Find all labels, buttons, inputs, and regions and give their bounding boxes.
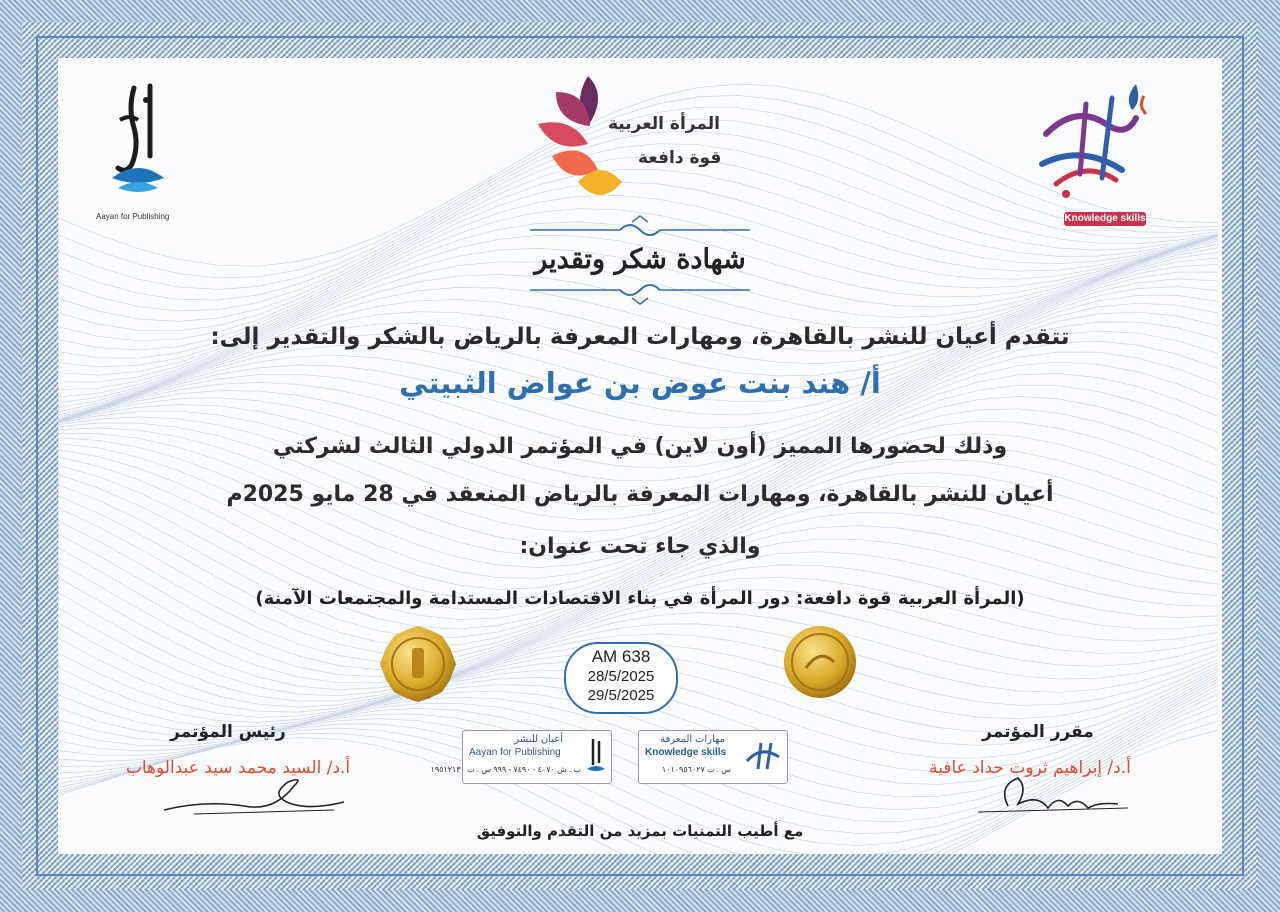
knowledge-skills-stamp-english: Knowledge skills [645,747,727,758]
aayan-stamp-arabic: أعيان للنشر [514,734,563,745]
knowledge-skills-calligraphy-icon [1026,74,1156,214]
guilloche-line [58,486,1218,646]
certificate-date-2: 29/5/2025 [587,687,655,704]
knowledge-skills-stamp-arabic: مهارات المعرفة [660,734,725,745]
knowledge-skills-stamp [638,730,788,784]
aayan-stamp-registration: ب . ش ٤٠٧٠ - ٧٤٩٠ - ٩٩٩ س . ت ١٩٥١٢١٣٠ [430,765,581,774]
left-signatory-name: أ.د/ السيد محمد سيد عبدالوهاب [125,758,351,778]
left-signature-scribble [154,774,354,824]
knowledge-skills-badge: Knowledge skills [1064,213,1146,224]
body-line-1: وذلك لحضورها المميز (أون لاين) في المؤتمر الدولي الثالث لشركتي [272,434,1008,459]
guilloche-line [58,374,1218,556]
gold-seal-right-icon [782,624,858,700]
title-bottom-ornament [520,280,760,310]
knowledge-skills-stamp-registration: س . ت ١٠١٠٩٥٦٠٢٧ [661,765,731,774]
right-signature-scribble [968,770,1168,820]
body-line-2: أعيان للنشر بالقاهرة، ومهارات المعرفة بالرياض المنعقد في 28 مايو 2025م [226,482,1054,507]
aayan-logo [98,80,178,220]
left-signatory-role: رئيس المؤتمر [170,722,286,742]
knowledge-skills-logo [1026,74,1156,226]
aayan-stamp [430,730,612,784]
conference-logo-line1: المرأة العربية [608,114,720,134]
conference-logo-line2: قوة دافعة [638,148,722,168]
recipient-name: أ/ هند بنت عوض بن عواض الثبيتي [399,366,881,400]
right-signatory-role: مقرر المؤتمر [982,722,1094,742]
aayan-stamp-logo-icon [585,737,607,777]
aayan-calligraphy-icon [98,80,178,208]
certificate-date-1: 28/5/2025 [587,668,655,685]
intro-line: تتقدم أعيان للنشر بالقاهرة، ومهارات المعرفة بالرياض بالشكر والتقدير إلى: [210,324,1070,350]
right-signatory-name: أ.د/ إبراهيم ثروت حداد عافية [929,758,1131,778]
aayan-logo-english: Aayan for Publishing [96,212,170,221]
gold-seal-left-icon [378,624,458,704]
aayan-stamp-english: Aayan for Publishing [469,747,561,758]
conference-topic: (المرأة العربية قوة دافعة: دور المرأة في بناء الاقتصادات المستدامة والمجتمعات الآمنة) [255,588,1025,609]
title-top-ornament [520,214,760,244]
guilloche-line [58,434,1218,610]
certificate-code-box [564,642,678,714]
body-line-3: والذي جاء تحت عنوان: [519,534,761,559]
closing-wishes: مع أطيب التمنيات بمزيد من التقدم والتوفيق [476,822,804,840]
certificate-canvas [58,58,1222,854]
certificate-ref: AM 638 [591,647,651,666]
conference-logo [528,72,768,222]
certificate-title: شهادة شكر وتقدير [534,244,746,275]
knowledge-skills-stamp-logo-icon [743,737,783,777]
flower-icon [528,72,638,212]
